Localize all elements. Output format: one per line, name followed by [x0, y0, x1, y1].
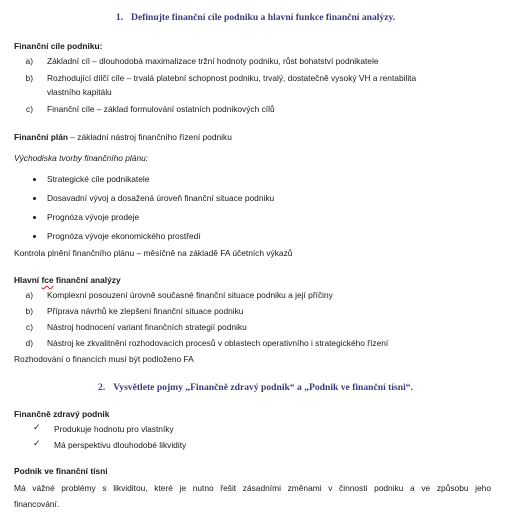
- goals-item-b-line1: Rozhodující dílčí cíle – trvalá platební schopnost podniku, trvalý, dostatečně vysoký VH a rentabilita: [47, 73, 417, 83]
- functions-note: Rozhodování o financích musí být podloženo FA: [14, 354, 194, 364]
- goals-marker-b: b): [25, 73, 33, 83]
- goals-marker-c: c): [26, 104, 33, 114]
- question-2-text: Vysvětlete pojmy „Finančně zdravý podnik“ a „Podnik ve finanční tísni“.: [113, 382, 413, 393]
- distress-text-line1: Má vážné problémy s likviditou, které je nutno řešit zásadními změnami v činnosti podniku a ve způsobu jeho: [14, 483, 491, 493]
- distress-title: Podnik ve finanční tísni: [14, 466, 108, 476]
- plan-control-note: Kontrola plnění finančního plánu – měsíčně na základě FA účetních výkazů: [14, 248, 293, 258]
- goals-item-a: Základní cíl – dlouhodobá maximalizace tržní hodnoty podniku, růst bohatství podnikatele: [47, 56, 379, 66]
- plan-bullet-4: Prognóza vývoje ekonomického prostředí: [47, 231, 201, 241]
- goals-item-b-line2: vlastního kapitálu: [47, 87, 112, 97]
- question-1-heading: [0, 12, 511, 23]
- goals-marker-a: a): [25, 56, 33, 66]
- functions-marker-c: c): [26, 322, 33, 332]
- functions-marker-b: b): [25, 306, 33, 316]
- bullet-icon: [33, 197, 36, 200]
- healthy-item-2: Má perspektivu dlouhodobé likvidity: [54, 440, 187, 450]
- functions-title-pre: Hlavní: [14, 275, 42, 285]
- bullet-icon: [33, 178, 36, 181]
- healthy-item-1: Produkuje hodnotu pro vlastníky: [54, 424, 174, 434]
- plan-bullet-2: Dosavadní vývoj a dosažená úroveň finanční situace podniku: [47, 193, 275, 203]
- functions-item-d: Nástroj ke zkvalitnění rozhodovacích procesů v oblastech operativního i strategického řízení: [47, 338, 389, 348]
- plan-title: Finanční plán: [14, 132, 68, 142]
- functions-item-c: Nástroj hodnocení variant finančních strategií podniku: [47, 322, 247, 332]
- question-2-number: 2.: [98, 382, 106, 393]
- healthy-title: Finančně zdravý podnik: [14, 409, 110, 419]
- plan-bullet-1: Strategické cíle podnikatele: [47, 174, 150, 184]
- goals-item-c: Finanční cíle – základ formulování ostatních podnikových cílů: [47, 104, 275, 114]
- checkmark-icon: ✓: [33, 438, 41, 448]
- functions-marker-d: d): [25, 338, 33, 348]
- functions-title-post: finanční analýzy: [53, 275, 121, 285]
- functions-item-a: Komplexní posouzení úrovně současné finanční situace podniku a její příčiny: [47, 290, 333, 300]
- functions-marker-a: a): [25, 290, 33, 300]
- functions-title-abbrev: fce: [41, 275, 54, 285]
- plan-heading: [14, 132, 232, 142]
- functions-title: [14, 275, 121, 285]
- bullet-icon: [33, 216, 36, 219]
- question-1-number: 1.: [115, 12, 124, 23]
- plan-title-rest: – základní nástroj finančního řízení podniku: [67, 132, 232, 142]
- distress-text-line2: financování.: [14, 499, 60, 509]
- checkmark-icon: ✓: [33, 422, 41, 432]
- bullet-icon: [33, 235, 36, 238]
- question-1-text: Definujte finanční cíle podniku a hlavní funkce finanční analýzy.: [131, 12, 396, 23]
- plan-subtitle: Východiska tvorby finančního plánu:: [14, 153, 149, 163]
- functions-item-b: Příprava návrhů ke zlepšení finanční situace podniku: [47, 306, 244, 316]
- plan-bullet-3: Prognóza vývoje prodeje: [47, 212, 140, 222]
- goals-title: Finanční cíle podniku:: [14, 41, 103, 51]
- question-2-heading: [0, 382, 511, 393]
